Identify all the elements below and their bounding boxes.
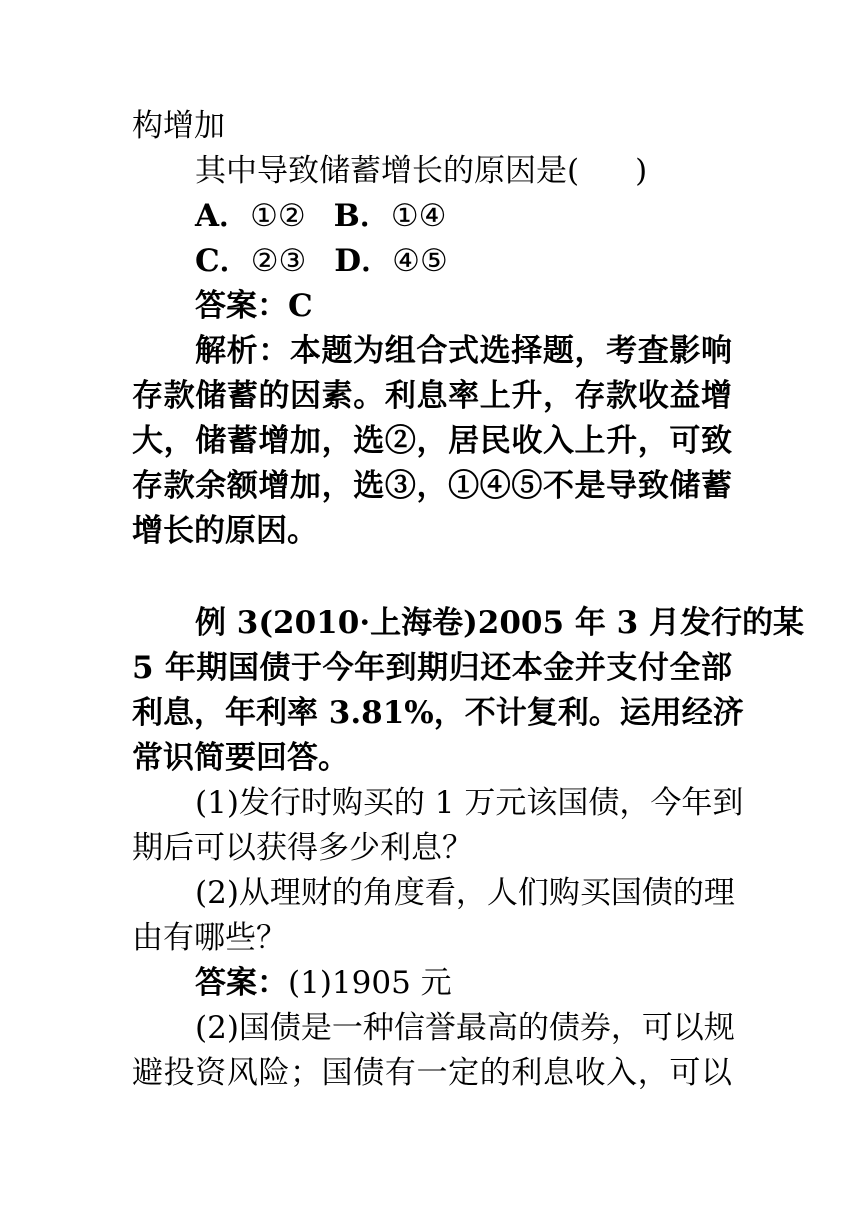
example-stem-line: 利息，年利率 3.81%，不计复利。运用经济 <box>132 695 744 731</box>
question-stem-close: ) <box>635 153 648 189</box>
example-stem-line: 常识简要回答。 <box>132 740 349 776</box>
analysis-line: 增长的原因。 <box>132 513 318 549</box>
answer-line <box>132 284 732 329</box>
options-row-ab <box>132 194 732 239</box>
option-c-text: ②③ <box>250 243 307 279</box>
example-source: (2010·上海卷) <box>258 605 478 641</box>
question-stem <box>132 149 732 194</box>
document-page <box>132 104 805 1096</box>
example-answer-2: (2)国债是一种信誉最高的债券，可以规 <box>195 1010 735 1046</box>
example-stem-line: 5 年期国债于今年到期归还本金并支付全部 <box>132 650 732 686</box>
option-a-text: ①② <box>250 198 306 234</box>
sub-question-2: (2)从理财的角度看，人们购买国债的理 <box>195 875 735 911</box>
continued-text: 构增加 <box>132 108 225 144</box>
example-answer-label: 答案： <box>195 965 288 1001</box>
sub-question-2: 由有哪些？ <box>132 920 287 956</box>
option-b-label: B． <box>333 198 391 234</box>
analysis-line: 存款储蓄的因素。利息率上升，存款收益增 <box>132 378 732 414</box>
sub-question-1: 期后可以获得多少利息？ <box>132 830 473 866</box>
analysis-label: 解析： <box>195 333 290 369</box>
analysis-text: 本题为组合式选择题，考查影响 <box>289 333 732 369</box>
example-answer-line <box>132 961 732 1006</box>
option-d-label: D． <box>334 243 393 279</box>
analysis-line: 大，储蓄增加，选②，居民收入上升，可致 <box>132 423 732 459</box>
analysis-line <box>132 329 732 374</box>
question-stem-text: 其中导致储蓄增长的原因是( <box>195 153 580 189</box>
analysis-line: 存款余额增加，选③，①④⑤不是导致储蓄 <box>132 468 732 504</box>
option-b-text: ①④ <box>390 198 447 234</box>
option-a-label: A． <box>195 198 251 234</box>
example-stem-line <box>132 601 805 646</box>
answer-value: C <box>288 288 313 324</box>
answer-label: 答案： <box>195 288 288 324</box>
example-answer-2: 避投资风险；国债有一定的利息收入，可以 <box>132 1055 732 1091</box>
example-label: 例 3 <box>195 605 259 641</box>
sub-question-1: (1)发行时购买的 1 万元该国债，今年到 <box>195 785 744 821</box>
options-row-cd <box>132 239 732 284</box>
example-stem-text: 2005 年 3 月发行的某 <box>477 605 805 641</box>
option-d-text: ④⑤ <box>392 243 448 279</box>
example-answer-1: (1)1905 元 <box>288 965 452 1001</box>
paragraph-gap <box>132 554 732 601</box>
option-c-label: C． <box>195 243 251 279</box>
